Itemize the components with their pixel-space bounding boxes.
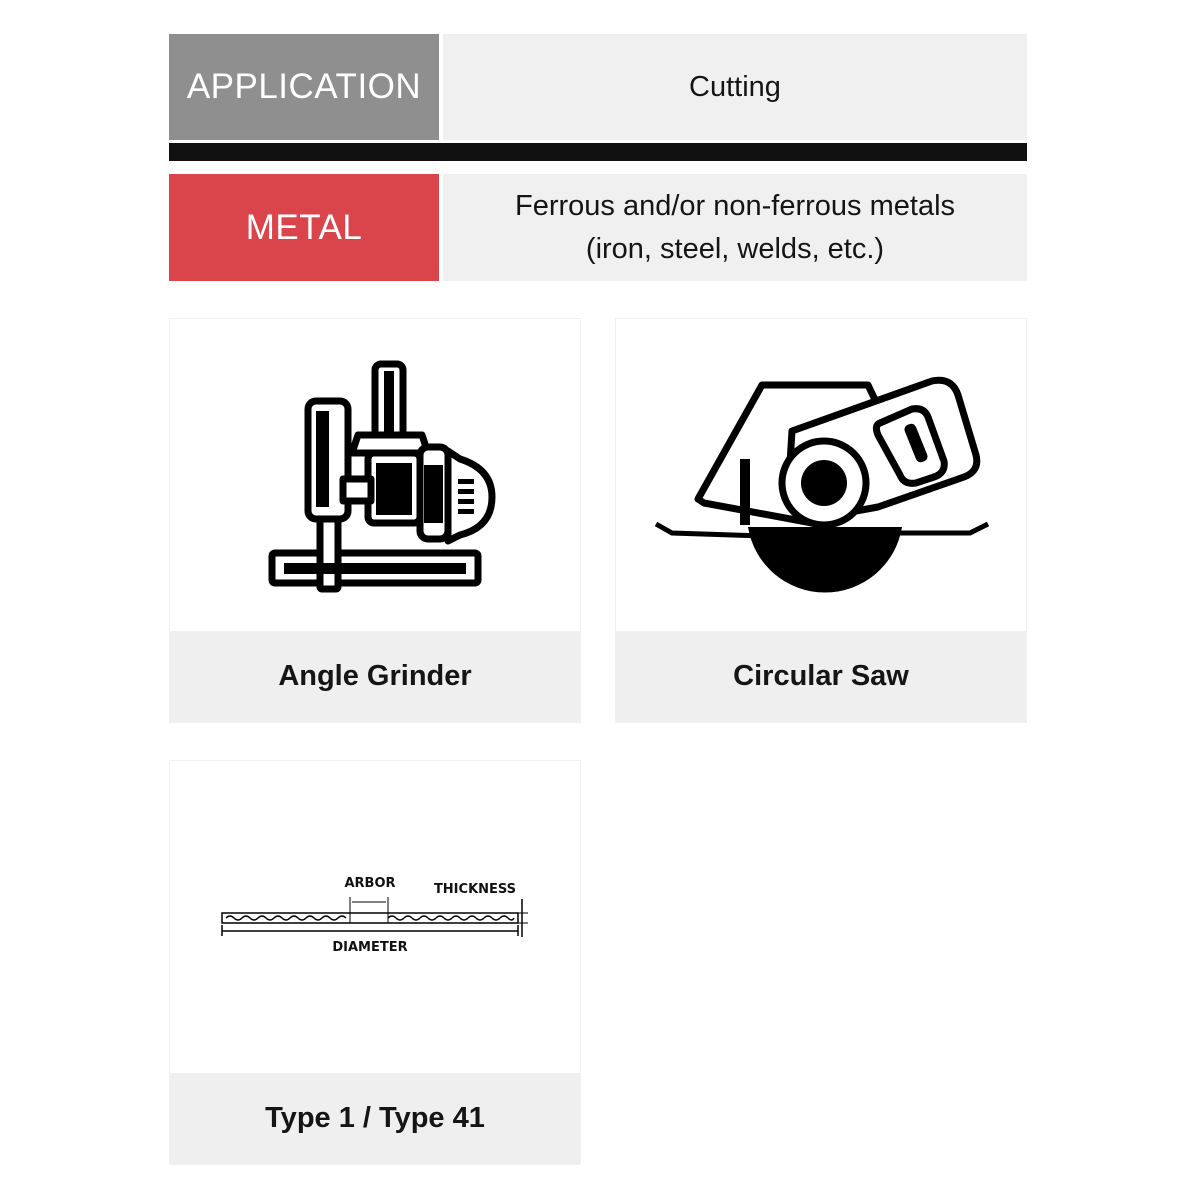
angle-grinder-icon <box>170 319 580 631</box>
cutting-wheel-diagram <box>170 761 580 1073</box>
wheel-type-caption: Type 1 / Type 41 <box>170 1073 580 1164</box>
metal-value-line-2: (iron, steel, welds, etc.) <box>585 232 885 265</box>
metal-label: METAL <box>169 174 439 281</box>
application-value: Cutting <box>443 34 1027 140</box>
metal-value <box>443 174 1027 281</box>
angle-grinder-card <box>170 319 580 722</box>
wheel-type-card <box>170 761 580 1164</box>
section-divider <box>169 143 1027 161</box>
application-label: APPLICATION <box>169 34 439 140</box>
arbor-label: ARBOR <box>344 876 396 891</box>
application-row <box>169 34 1027 140</box>
angle-grinder-caption: Angle Grinder <box>170 631 580 722</box>
circular-saw-caption: Circular Saw <box>616 631 1026 722</box>
circular-saw-icon <box>616 319 1026 631</box>
metal-row <box>169 174 1027 281</box>
thickness-label: THICKNESS <box>433 882 517 897</box>
circular-saw-card <box>616 319 1026 722</box>
metal-value-line-1: Ferrous and/or non-ferrous metals <box>514 189 956 222</box>
diameter-label: DIAMETER <box>332 940 408 955</box>
